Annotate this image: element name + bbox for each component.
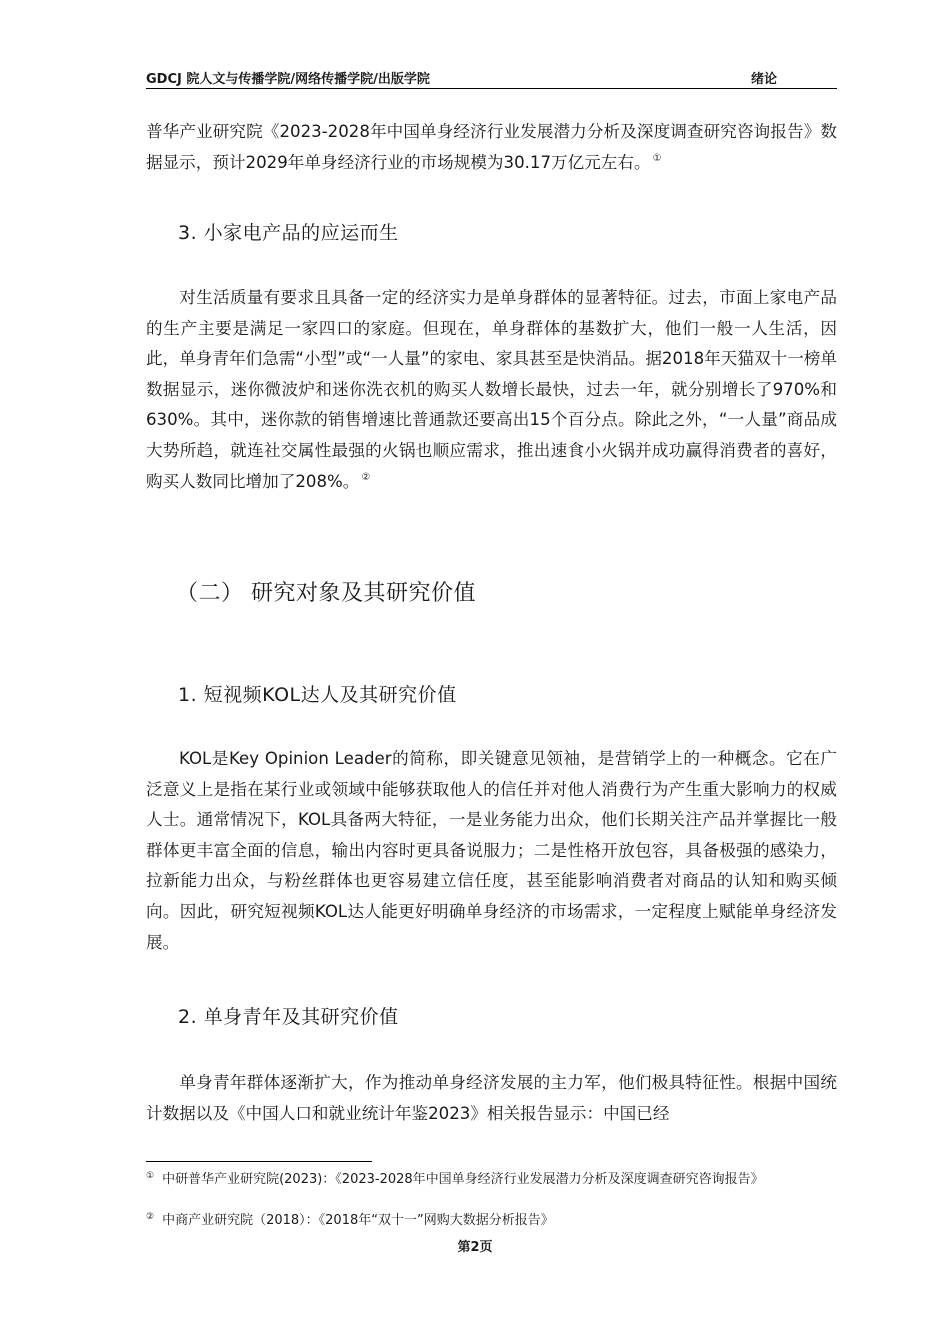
kol-paragraph (146, 744, 837, 958)
section-heading-small-appliances: 3. 小家电产品的应运而生 (178, 222, 399, 244)
footnote-2-mark: ② (146, 1211, 155, 1222)
page-header (146, 66, 837, 89)
footnote-ref-2: ② (361, 472, 371, 484)
intro-paragraph-text: 普华产业研究院《2023-2028年中国单身经济行业发展潜力分析及深度调查研究咨询报告》数据显示，预计2029年单身经济行业的市场规模为30.17万亿元左右。 (146, 122, 837, 172)
footnote-divider (146, 1161, 372, 1162)
footnote-1-text: 中研普华产业研究院(2023)：《2023-2028年中国单身经济行业发展潜力分析及深度调查研究咨询报告》 (162, 1172, 764, 1187)
single-youth-paragraph (146, 1068, 837, 1129)
small-appliances-paragraph-text: 对生活质量有要求且具备一定的经济实力是单身群体的显著特征。过去，市面上家电产品的生产主要是满足一家四口的家庭。但现在，单身群体的基数扩大，他们一般一人生活，因此，单身青年们急需“小型”或“一人量”的家电、家具甚至是快消品。据2018年天猫双十一榜单数据显示，迷你微波炉和迷你洗衣机的购买人数增长最快，过去一年，就分别增长了970%和630%。其中，迷你款的销售增速比普通款还要高出15个百分点。除此之外，“一人量”商品成大势所趋，就连社交属性最强的火锅也顺应需求，推出速食小火锅并成功赢得消费者的喜好，购买人数同比增加了208%。 (146, 288, 837, 491)
footnote-ref-1: ① (652, 153, 662, 165)
footnote-2 (146, 1211, 837, 1230)
intro-paragraph (146, 117, 837, 178)
header-chapter: 绪论 (750, 72, 777, 87)
footnote-1-mark: ① (146, 1170, 155, 1181)
kol-paragraph-text: KOL是Key Opinion Leader的简称，即关键意见领袖，是营销学上的一种概念。它在广泛意义上是指在某行业或领域中能够获取他人的信任并对他人消费行为产生重大影响力的权威人士。通常情况下，KOL具备两大特征，一是业务能力出众，他们长期关注产品并掌握比一般群体更丰富全面的信息，输出内容时更具备说服力；二是性格开放包容，具备极强的感染力，拉新能力出众，与粉丝群体也更容易建立信任度，甚至能影响消费者对商品的认知和购买倾向。因此，研究短视频KOL达人能更好明确单身经济的市场需求，一定程度上赋能单身经济发展。 (146, 749, 837, 952)
page-number: 第2页 (457, 1240, 493, 1255)
small-appliances-paragraph (146, 283, 837, 497)
section-heading-single-youth: 2. 单身青年及其研究价值 (178, 1006, 399, 1028)
footnote-1 (146, 1170, 837, 1189)
footnote-2-text: 中商产业研究院（2018）：《2018年“双十一”网购大数据分析报告》 (162, 1213, 554, 1228)
single-youth-paragraph-text: 单身青年群体逐渐扩大，作为推动单身经济发展的主力军，他们极具特征性。根据中国统计数据以及《中国人口和就业统计年鉴2023》相关报告显示：中国已经 (146, 1073, 837, 1123)
header-institution: GDCJ 院人文与传播学院/网络传播学院/出版学院 (146, 72, 430, 87)
part-heading-research-objects: （二） 研究对象及其研究价值 (176, 581, 476, 606)
section-heading-kol: 1. 短视频KOL达人及其研究价值 (178, 684, 457, 706)
